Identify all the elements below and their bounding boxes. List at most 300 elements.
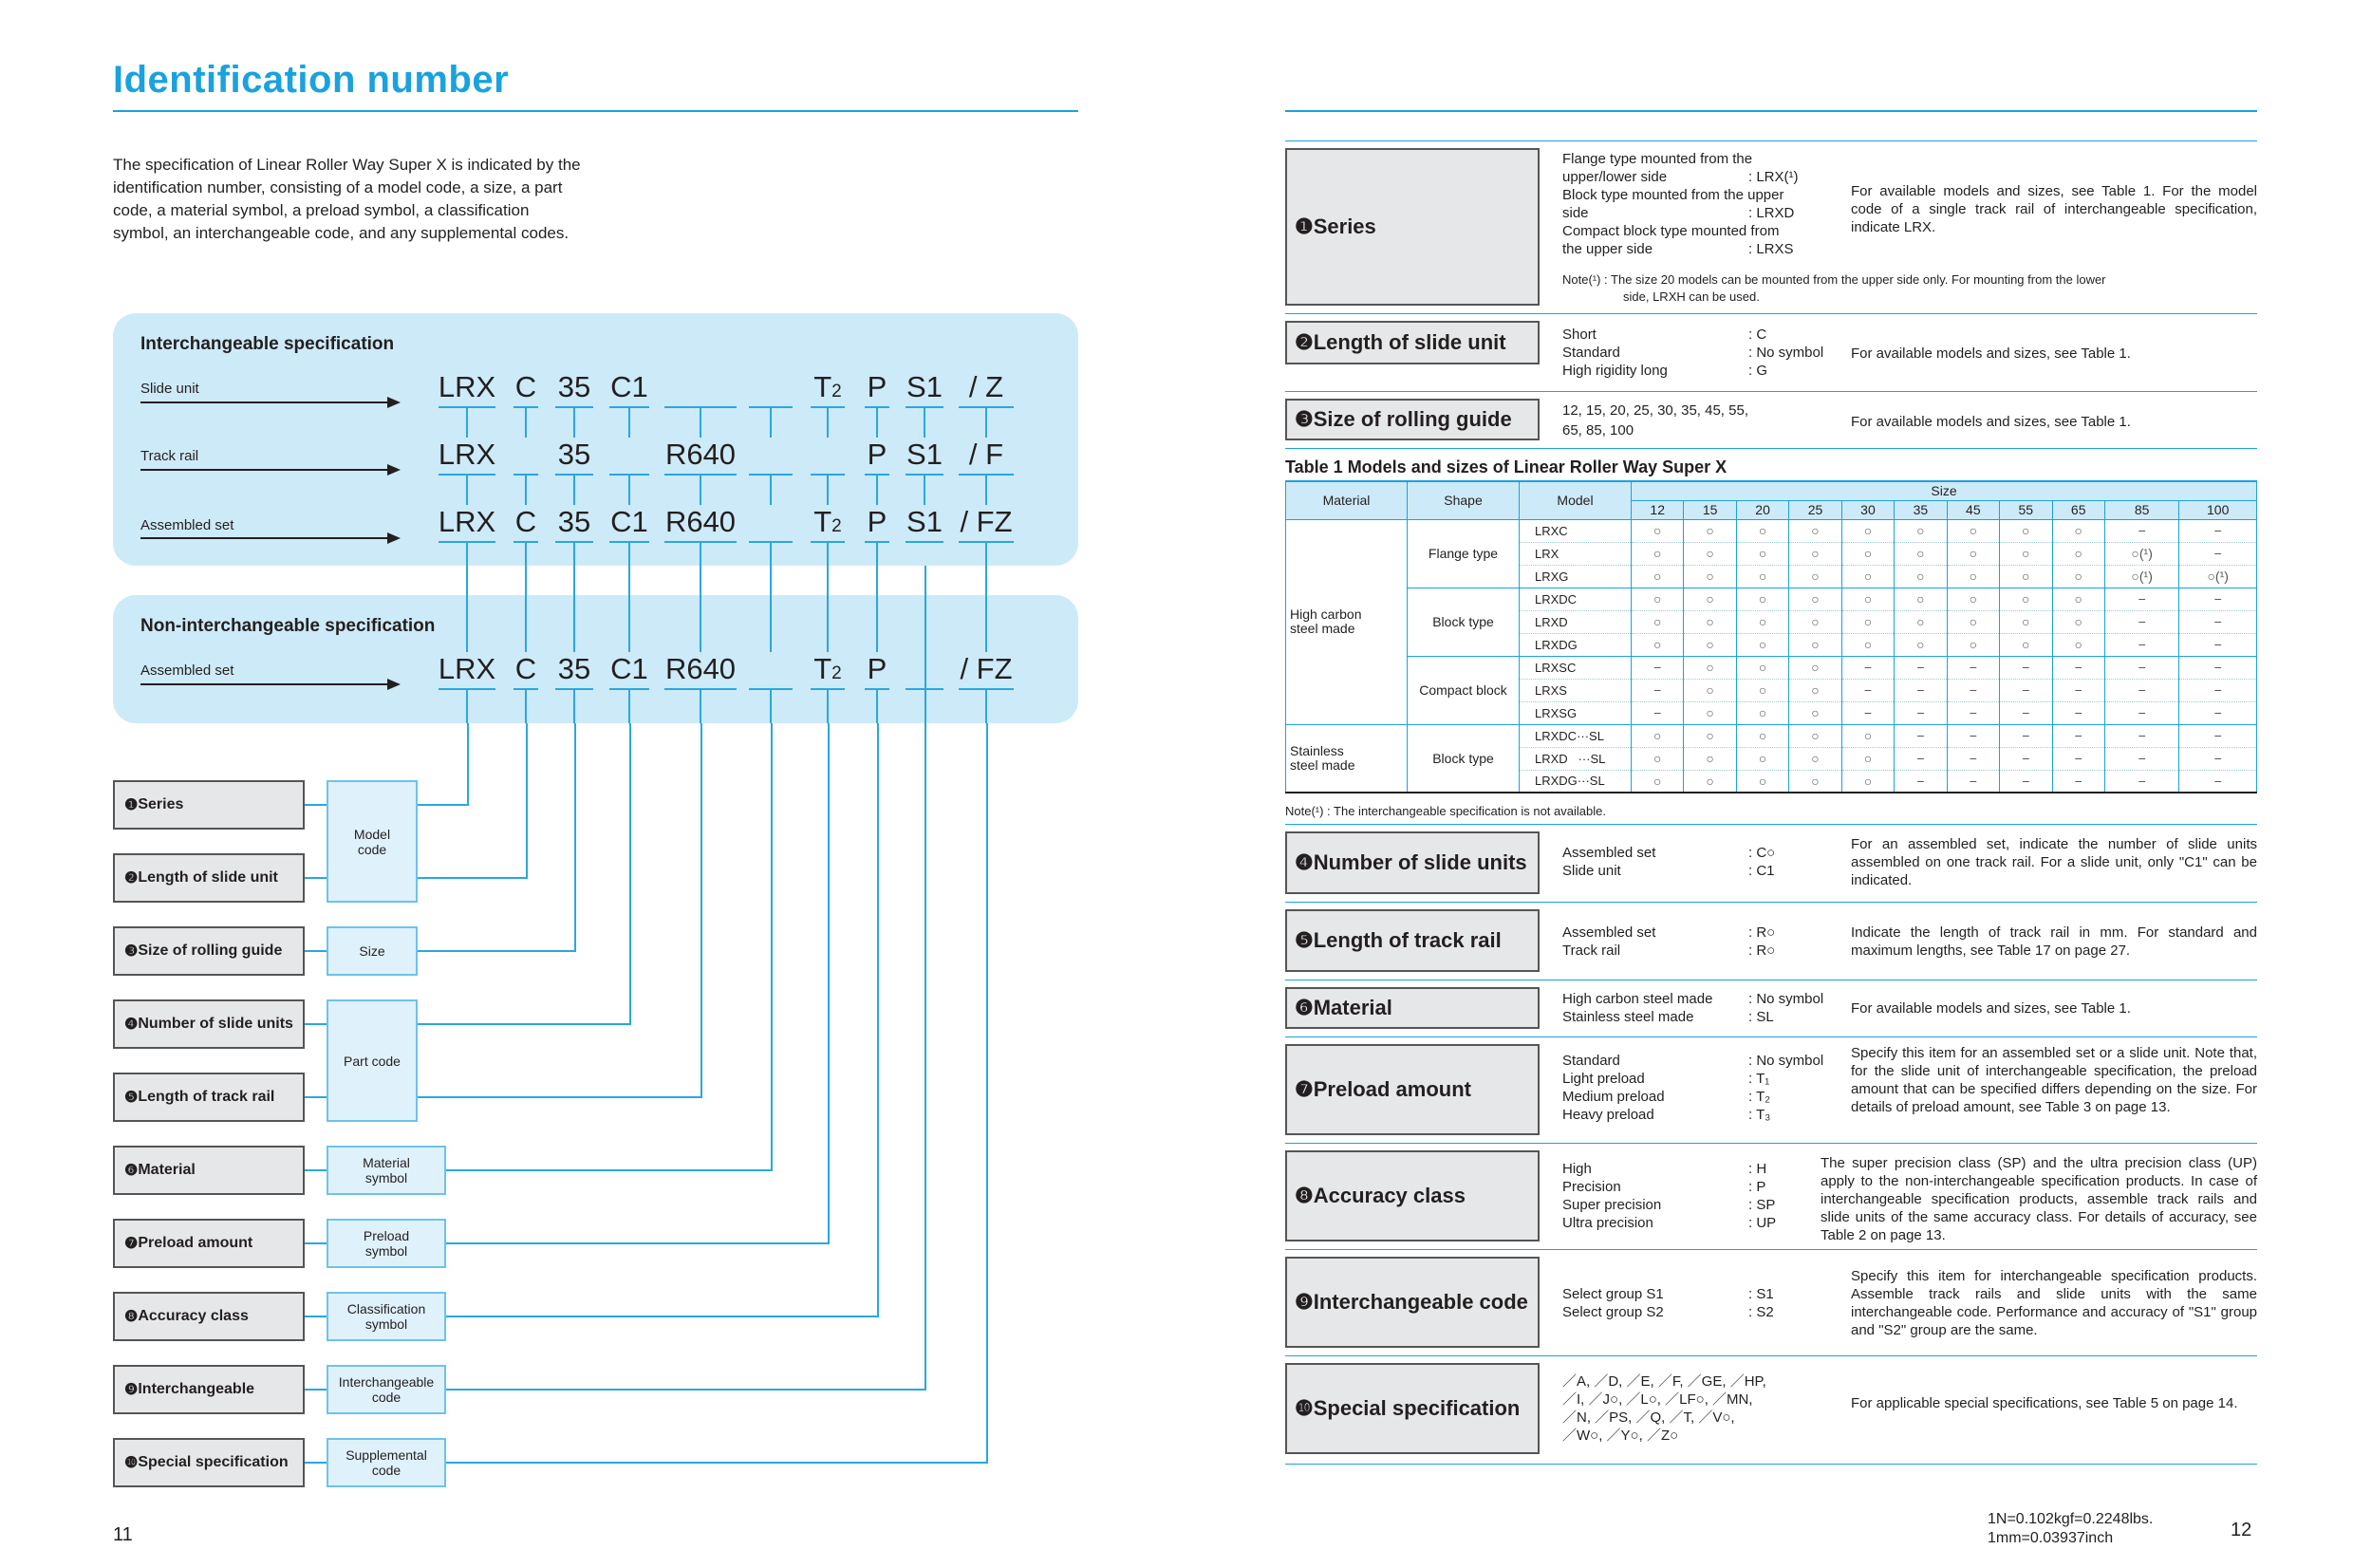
code-segment <box>939 652 1034 686</box>
code-text: P <box>867 652 887 685</box>
code-connector <box>770 543 772 652</box>
th-material: Material <box>1286 481 1408 519</box>
table-model: LRXC <box>1520 519 1632 542</box>
item-label: Size of rolling guide <box>138 943 283 959</box>
spec-line-label: Precision <box>1562 1179 1621 1195</box>
code-connector <box>628 690 630 723</box>
spec-line-label: Track rail <box>1562 943 1621 959</box>
connector-series <box>467 723 469 804</box>
table-model: LRXDG <box>1520 633 1632 656</box>
code-segment <box>939 505 1034 539</box>
table-cell: ○ <box>1947 633 1999 656</box>
code-text: / FZ <box>960 505 1013 538</box>
table-cell: ○ <box>1684 701 1736 724</box>
table-cell: − <box>2000 770 2052 793</box>
spec-line <box>1562 1106 1847 1124</box>
len-rail-desc: Indicate the length of track rail in mm. For standard and maximum lengths, see Table 17 on page 27. <box>1851 924 2257 959</box>
code-connector <box>573 690 575 723</box>
connector-rail <box>700 723 702 1096</box>
spec-line-code: : LRX(¹) <box>1748 169 1799 185</box>
table-cell: ○ <box>1841 747 1894 770</box>
table-model: LRXDC···SL <box>1520 724 1632 747</box>
connector-material <box>771 723 773 1169</box>
code-connector <box>985 543 987 652</box>
spec-line-label: Block type mounted from the upper <box>1562 187 1784 203</box>
spec-line-code: : SP <box>1748 1197 1776 1213</box>
right-top-rule <box>1285 110 2257 112</box>
spec-line-code: : C1 <box>1748 863 1775 879</box>
code-segment <box>582 370 677 404</box>
code-segment <box>939 438 1034 472</box>
spec-line-label: Compact block type mounted from <box>1562 223 1780 239</box>
table-cell: ○ <box>2000 542 2052 565</box>
code-text: C1 <box>610 370 648 403</box>
code-tick <box>827 408 829 438</box>
table-cell: ○ <box>1789 770 1841 793</box>
code-tick <box>525 408 527 438</box>
table-cell: − <box>2000 701 2052 724</box>
table-cell: ○ <box>1789 679 1841 701</box>
table-material: Stainless steel made <box>1286 724 1408 793</box>
spec-line <box>1562 222 1847 240</box>
category-label: Preload symbol <box>363 1228 410 1259</box>
code-text: P <box>867 370 887 403</box>
connector-length <box>418 877 528 879</box>
num-slide-lines <box>1562 844 1847 880</box>
spec-material-box: ❻Material <box>1285 987 1540 1029</box>
table-cell: − <box>1947 724 1999 747</box>
category-material-symbol <box>327 1146 446 1195</box>
item-series <box>113 780 305 830</box>
code-tick <box>466 408 468 438</box>
code-connector <box>700 690 701 723</box>
item-num: ❽ <box>124 1309 139 1325</box>
table-cell: ○ <box>1684 724 1736 747</box>
table-cell: ○ <box>1841 519 1894 542</box>
connector <box>305 1096 327 1098</box>
table-row <box>1286 519 2257 542</box>
spec-line-code: : No symbol <box>1748 345 1824 361</box>
spec-line <box>1562 204 1847 222</box>
spec-num-slide-box: ❹Number of slide units <box>1285 831 1540 894</box>
table-cell: − <box>2052 724 2104 747</box>
table-cell: ○ <box>2052 565 2104 588</box>
spec-preload-box: ❼Preload amount <box>1285 1044 1540 1135</box>
table-model: LRXD ···SL <box>1520 747 1632 770</box>
connector-number <box>418 1023 631 1025</box>
table-model: LRXDC <box>1520 588 1632 610</box>
code-tick <box>985 408 987 438</box>
table-cell: ○ <box>2000 565 2052 588</box>
table-cell: ○ <box>1895 633 1947 656</box>
section-divider <box>1285 1249 2257 1250</box>
code-text: C1 <box>610 505 648 538</box>
connector <box>305 1316 327 1317</box>
interchange-lines <box>1562 1285 1847 1321</box>
table-shape: Block type <box>1408 724 1520 793</box>
table-cell: − <box>2179 519 2257 542</box>
length-slide-desc: For available models and sizes, see Table 1. <box>1851 345 2131 362</box>
section-divider <box>1285 1036 2257 1037</box>
section-divider <box>1285 1143 2257 1144</box>
code-text: P <box>867 438 887 471</box>
table-cell: ○ <box>1895 610 1947 633</box>
table-cell: ○ <box>1841 724 1894 747</box>
table-cell: ○ <box>1841 588 1894 610</box>
item-label: Preload amount <box>138 1235 253 1251</box>
table-cell: ○ <box>1947 542 1999 565</box>
table-cell: − <box>2179 588 2257 610</box>
page-title: Identification number <box>113 59 510 101</box>
spec-line <box>1562 862 1847 880</box>
material-lines <box>1562 990 1847 1026</box>
spec-line <box>1562 1303 1847 1321</box>
table1-caption: Table 1 Models and sizes of Linear Roller Way Super X <box>1285 457 1727 476</box>
table-cell: − <box>1947 701 1999 724</box>
code-tick <box>876 408 878 438</box>
spec-line <box>1562 1008 1847 1026</box>
spec-line-code: : C <box>1748 327 1767 343</box>
spec-line <box>1562 1196 1847 1214</box>
table1 <box>1285 480 2257 793</box>
table-cell: − <box>2179 701 2257 724</box>
section-divider <box>1285 1355 2257 1356</box>
interchange-desc: Specify this item for interchangeable specification products. Assemble track rails and slide units with the same interchangeable code. Performance and accuracy of "S1" group and "S2" group are the same. <box>1851 1268 2257 1338</box>
table-cell: ○ <box>2000 519 2052 542</box>
table-cell: − <box>2000 679 2052 701</box>
spec-line-label: Select group S2 <box>1562 1304 1664 1320</box>
table-cell: − <box>1947 770 1999 793</box>
table-cell: − <box>2179 633 2257 656</box>
code-text: R640 <box>664 652 737 685</box>
section-divider <box>1285 391 2257 392</box>
table-cell: ○ <box>1632 724 1684 747</box>
len-rail-lines <box>1562 924 1847 960</box>
connector <box>305 1169 327 1171</box>
series-desc: For available models and sizes, see Table 1. For the model code of a single track rail of interchangeable specification, indicate LRX. <box>1851 183 2257 235</box>
table-cell: − <box>1895 701 1947 724</box>
item-num: ❼ <box>124 1236 139 1252</box>
spec-accuracy-box: ❽Accuracy class <box>1285 1150 1540 1241</box>
connector <box>305 950 327 952</box>
table-model: LRXSG <box>1520 701 1632 724</box>
table-cell: − <box>1632 679 1684 701</box>
spec-line-label: Standard <box>1562 345 1620 361</box>
connector <box>305 1023 327 1025</box>
table-cell: − <box>2104 588 2178 610</box>
table-material: High carbon steel made <box>1286 519 1408 724</box>
spec-line-label: High rigidity long <box>1562 363 1668 379</box>
series-note-2: side, LRXH can be used. <box>1623 289 1760 304</box>
category-label: Interchangeable code <box>338 1374 435 1405</box>
table-cell: − <box>2179 610 2257 633</box>
code-tick <box>770 408 772 438</box>
table-cell: − <box>1841 679 1894 701</box>
spec-line <box>1562 326 1847 344</box>
table-cell: ○ <box>1736 519 1788 542</box>
table-cell: ○ <box>2000 610 2052 633</box>
category-label: Model code <box>353 826 391 857</box>
spec-line <box>1562 1088 1847 1106</box>
table-cell: − <box>1895 747 1947 770</box>
item-label: Material <box>138 1162 196 1178</box>
spec-line-code: : T₃ <box>1748 1107 1771 1123</box>
arrow-line <box>140 683 391 685</box>
table-cell: − <box>2104 701 2178 724</box>
spec-line-code: : No symbol <box>1748 991 1824 1007</box>
arrow-head-icon <box>387 397 401 408</box>
spec-line-label: Select group S1 <box>1562 1286 1664 1302</box>
item-num: ❹ <box>124 1017 139 1033</box>
code-text: C <box>514 652 537 685</box>
code-connector <box>700 543 701 652</box>
row-label-assembled-set-non: Assembled set <box>140 663 234 679</box>
spec-line-label: Medium preload <box>1562 1089 1665 1105</box>
code-text: 35 <box>557 370 591 403</box>
table-cell: − <box>1841 656 1894 679</box>
table-cell: ○ <box>1947 588 1999 610</box>
spec-line-label: Short <box>1562 327 1597 343</box>
connector-accuracy <box>877 723 879 1316</box>
code-tick <box>924 476 925 505</box>
spec-line-code: : LRXD <box>1748 205 1795 221</box>
spec-line-label: Standard <box>1562 1053 1620 1069</box>
length-slide-lines <box>1562 326 1847 380</box>
preload-desc: Specify this item for an assembled set or a slide unit. Note that, for the slide unit of interchangeable specification, the preload amount that can be specified differs depending on the size. For details of preload amount, see Table 3 on page 13. <box>1851 1045 2257 1115</box>
table-cell: ○ <box>1789 610 1841 633</box>
table-cell: ○ <box>1895 565 1947 588</box>
spec-line <box>1562 844 1847 862</box>
connector <box>305 1462 327 1464</box>
code-connector <box>876 543 878 652</box>
table-cell: − <box>2179 724 2257 747</box>
spec-line <box>1562 1214 1847 1232</box>
intro-paragraph: The specification of Linear Roller Way Super X is indicated by the identification number, consisting of a model code, a size, a part code, a material symbol, a preload symbol, a classification symbol, an interchangeable code, and any supplemental codes. <box>113 156 581 242</box>
spec-line-code: : R○ <box>1748 924 1776 941</box>
spec-special-box: ❿Special specification <box>1285 1363 1540 1454</box>
spec-line <box>1562 1178 1847 1196</box>
code-segment <box>653 652 748 686</box>
code-connector <box>628 543 630 652</box>
category-size <box>327 926 418 976</box>
table-cell: − <box>2179 656 2257 679</box>
spec-line <box>1562 1070 1847 1088</box>
table-cell: ○(¹) <box>2179 565 2257 588</box>
table-cell: − <box>2179 542 2257 565</box>
code-segment <box>527 438 622 472</box>
spec-line-code: : C○ <box>1748 845 1776 861</box>
table-cell: ○ <box>1736 679 1788 701</box>
table-cell: ○ <box>1736 701 1788 724</box>
table-row <box>1286 656 2257 679</box>
table-cell: ○ <box>1684 747 1736 770</box>
connector-length <box>526 723 528 877</box>
spec-line-label: Assembled set <box>1562 924 1656 941</box>
category-classification-symbol <box>327 1292 446 1341</box>
table-cell: − <box>2052 770 2104 793</box>
table-cell: ○ <box>1736 565 1788 588</box>
code-text: LRX <box>438 370 496 403</box>
table-cell: ○ <box>1736 747 1788 770</box>
spec-line-code: : S1 <box>1748 1286 1774 1302</box>
table-cell: − <box>2104 610 2178 633</box>
table-cell: ○ <box>1684 633 1736 656</box>
code-connector <box>827 690 829 723</box>
code-text: LRX <box>438 438 496 471</box>
connector-number <box>629 723 631 1023</box>
table-cell: ○ <box>1632 588 1684 610</box>
table-cell: ○ <box>1684 610 1736 633</box>
table-cell: ○ <box>1632 747 1684 770</box>
table-cell: − <box>2104 519 2178 542</box>
table-cell: ○ <box>1789 519 1841 542</box>
table-cell: ○ <box>2052 519 2104 542</box>
code-connector <box>827 543 829 652</box>
code-tick <box>466 476 468 505</box>
code-connector <box>525 690 527 723</box>
code-text: C <box>514 505 537 538</box>
connector-rail <box>418 1096 702 1098</box>
table-cell: ○ <box>1684 588 1736 610</box>
table-cell: ○ <box>2052 542 2104 565</box>
item-accuracy <box>113 1292 305 1341</box>
table-cell: ○ <box>1895 519 1947 542</box>
table-cell: − <box>2179 770 2257 793</box>
item-label: Number of slide units <box>138 1016 293 1032</box>
code-segment <box>420 438 514 472</box>
spec-line <box>1562 942 1847 960</box>
table-cell: ○ <box>1632 633 1684 656</box>
category-part-code <box>327 999 418 1122</box>
code-text: / FZ <box>960 652 1013 685</box>
code-text: P <box>867 505 887 538</box>
table1-note: Note(¹) : The interchangeable specification is not available. <box>1285 804 1606 818</box>
item-special <box>113 1438 305 1487</box>
th-size-value: 15 <box>1684 500 1736 519</box>
item-label: Length of track rail <box>138 1089 275 1105</box>
table-cell: ○ <box>1736 542 1788 565</box>
code-tick <box>700 476 701 505</box>
item-preload <box>113 1219 305 1268</box>
title-rule <box>113 110 1078 112</box>
code-text: S1 <box>906 438 943 471</box>
code-subscript: 2 <box>831 663 842 683</box>
table-shape: Block type <box>1408 588 1520 656</box>
table-cell: ○ <box>1684 542 1736 565</box>
item-size <box>113 926 305 976</box>
connector-preload <box>828 723 830 1242</box>
size-values-1: 12, 15, 20, 25, 30, 35, 45, 55, <box>1562 402 1748 419</box>
connector-interchangeable <box>446 1389 926 1391</box>
connector <box>305 804 327 806</box>
table-cell: ○ <box>1895 588 1947 610</box>
section-divider <box>1285 824 2257 825</box>
table-cell: ○ <box>1789 633 1841 656</box>
code-tick <box>573 408 575 438</box>
table-cell: ○ <box>2000 633 2052 656</box>
spec-line-code: : UP <box>1748 1215 1777 1231</box>
th-model: Model <box>1520 481 1632 519</box>
th-size-value: 65 <box>2052 500 2104 519</box>
code-text: C1 <box>610 652 648 685</box>
code-text: T <box>813 505 832 538</box>
table-cell: − <box>1841 701 1894 724</box>
table-cell: − <box>2104 724 2178 747</box>
code-text: 35 <box>557 438 591 471</box>
spec-line-label: Assembled set <box>1562 845 1656 861</box>
spec-length-slide-box: ❷Length of slide unit <box>1285 321 1540 364</box>
spec-line-code: : H <box>1748 1161 1767 1177</box>
table-cell: ○ <box>1947 565 1999 588</box>
table-cell: − <box>2104 770 2178 793</box>
spec-line-label: Super precision <box>1562 1197 1662 1213</box>
table-cell: − <box>1895 679 1947 701</box>
row-label-track-rail: Track rail <box>140 448 199 464</box>
code-tick <box>770 476 772 505</box>
section-divider <box>1285 902 2257 903</box>
special-code-line: ／I, ／J○, ／L○, ／LF○, ／MN, <box>1562 1391 1753 1408</box>
table-shape: Flange type <box>1408 519 1520 588</box>
code-tick <box>525 476 527 505</box>
units-line-1: 1N=0.102kgf=0.2248lbs. <box>1988 1511 2154 1527</box>
special-code-line: ／W○, ／Y○, ／Z○ <box>1562 1428 1679 1444</box>
table-model: LRXD <box>1520 610 1632 633</box>
item-num: ❶ <box>124 797 139 813</box>
table-cell: ○ <box>1895 542 1947 565</box>
item-interchangeable <box>113 1365 305 1414</box>
th-size: Size <box>1632 481 2257 500</box>
arrow-line <box>140 401 391 403</box>
code-text: LRX <box>438 652 496 685</box>
code-text: R640 <box>664 438 737 471</box>
connector <box>305 1389 327 1391</box>
table-cell: ○ <box>1841 542 1894 565</box>
item-num: ❷ <box>124 870 139 887</box>
spec-line <box>1562 1052 1847 1070</box>
code-connector <box>573 543 575 652</box>
table-cell: − <box>2000 656 2052 679</box>
code-text: S1 <box>906 505 943 538</box>
spec-line <box>1562 362 1847 380</box>
series-note-1: Note(¹) : The size 20 models can be mounted from the upper side only. For mounting from the lower <box>1562 272 2106 287</box>
table-cell: ○ <box>1789 747 1841 770</box>
table-cell: − <box>1632 701 1684 724</box>
spec-line-label: the upper side <box>1562 241 1653 257</box>
table-cell: − <box>2104 679 2178 701</box>
code-connector <box>466 543 468 652</box>
connector <box>305 1242 327 1244</box>
special-code-line: ／N, ／PS, ／Q, ／T, ／V○, <box>1562 1409 1735 1426</box>
spec-interchangeable-box: ❾Interchangeable code <box>1285 1257 1540 1348</box>
table-cell: ○ <box>2052 588 2104 610</box>
code-subscript: 2 <box>831 516 842 536</box>
special-desc: For applicable special specifications, see Table 5 on page 14. <box>1851 1395 2238 1411</box>
th-size-value: 55 <box>2000 500 2052 519</box>
table-cell: − <box>1947 679 1999 701</box>
category-label: Size <box>359 943 385 959</box>
code-text: / F <box>968 438 1004 471</box>
table-cell: − <box>2052 701 2104 724</box>
table-cell: ○ <box>1684 679 1736 701</box>
material-desc: For available models and sizes, see Table 1. <box>1851 1000 2131 1017</box>
interchangeable-title: Interchangeable specification <box>140 334 395 354</box>
table-cell: ○ <box>1841 770 1894 793</box>
code-segment <box>653 438 748 472</box>
code-tick <box>573 476 575 505</box>
accuracy-desc: The super precision class (SP) and the ultra precision class (UP) apply to the non-interchangeable specification products. In case of interchangeable specification products, assemble track rails and slide units of the same accuracy class. For details of accuracy, see Table 2 on page 13. <box>1821 1155 2257 1243</box>
category-model-code <box>327 780 418 903</box>
spec-line-label: High <box>1562 1161 1592 1177</box>
